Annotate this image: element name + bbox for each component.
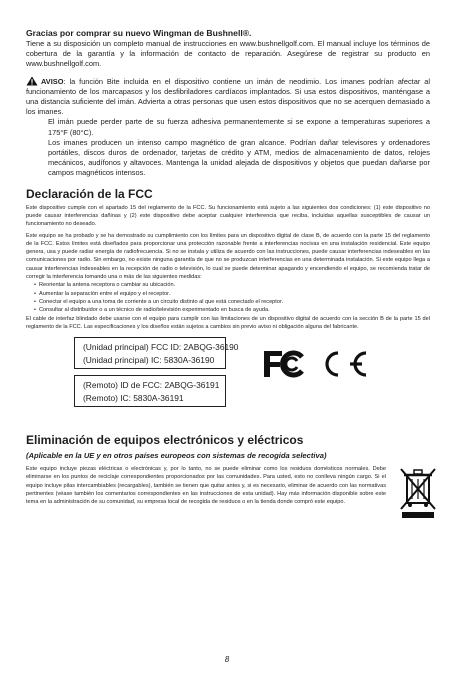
weee-section [26,465,430,506]
page-number: 8 [224,655,230,664]
fcc-paragraph-2: Este equipo se ha probado y se ha demostrado su cumplimiento con los límites para un dispositivo digital de clase B, de acuerdo con la parte 15 del reglamento de la FCC. Estos límites está diseñados para proporcionar una protección razonable frente a interferencias nocivas en una instalación residencial. Este equipo genera, usa y puede radiar energía de radiofrecuencia. Si no se instala y utiliza de acuerdo con las instrucciones, puede causar interferencias indeseables en las comunicaciones por radio. Sin embargo, no existe ninguna garantía de que no se produzcan interferencias en una determinada instalación. Si este equipo llega a causar interferencias indeseables en la recepción de radio o televisión, lo cual se puede determinar apagando y encendiendo el equipo, se recomienda tratar de corregir la interferencia tomando una o más de las siguientes medidas: [26,232,430,281]
fcc-ce-logo [262,349,372,379]
list-item: • Aumentar la separación entre el equipo y el receptor. [34,290,430,298]
fcc-paragraph-3: El cable de interfaz blindado debe usarse con el equipo para cumplir con las limitaciones de un dispositivo digital de acuerdo con la sección B de la parte 15 del reglamento de la FCC. Las especificaciones y los diseños están sujetos a cambios sin previo aviso ni obligación alguna del fabricante. [26,315,430,330]
list-item: • Conectar el equipo a una toma de corriente a un circuito distinto al que está conectado el receptor. [34,298,430,306]
compliance-marks [262,349,372,384]
fcc-logo-icon [264,351,302,377]
main-unit-id-box [74,337,239,369]
fcc-paragraph-1: Este dispositivo cumple con el apartado 15 del reglamento de la FCC. Su funcionamiento está sujeto a las siguientes dos condiciones: (1) este dispositivo no puede causar interferencias dañinas y (2) este dispositivo debe aceptar cualquier interferencia que reciba, incluidas aquellas susceptibles de causar un funcionamiento no deseado. [26,204,430,228]
crossed-out-bin-icon [398,467,438,519]
main-unit-ic: (Unidad principal) IC: 5830A-36190 [83,354,215,365]
certification-ids [26,337,430,431]
main-unit-fcc-id: (Unidad principal) FCC ID: 2ABQG-36190 [83,342,239,353]
fcc-measures-list [26,281,430,314]
intro-title: Gracias por comprar su nuevo Wingman de Bushnell®. [26,28,252,38]
remote-ic: (Remoto) IC: 5830A-36191 [83,392,184,403]
remote-id-box [74,375,226,407]
magnet-warning [26,76,430,118]
warning-label: AVISO [41,76,64,86]
list-item: • Consultar al distribuidor o a un técnico de radio/televisión experimentado en busca de ayuda. [34,306,430,314]
list-item: • Reorientar la antena receptora o cambiar su ubicación. [34,281,430,289]
warning-text: : la función Bite incluida en el dispositivo contiene un imán de neodimio. Los imanes podrían afectar al funcionamiento de los marcapasos y los desfibriladores cardíacos implantados. Si usa estos dispositivos, manténgase a una distancia suficiente del imán. Advierta a otras personas que usen estos dispositivos que no se acerquen demasiado a los imanes. [26,76,430,117]
ce-logo-icon [327,353,366,375]
magnet-field-note: Los imanes producen un intenso campo magnético de gran alcance. Podrían dañar televisores y ordenadores portátiles, discos duros de ordenador, tarjetas de crédito y ATM, medios de almacenamiento de datos, relojes mecánicos, audífonos y altavoces. Mantenga la unidad alejada de dispositivos y objetos que puedan dañarse por campos magnéticos intensos. [48,137,430,178]
warning-triangle-icon [26,76,38,86]
intro-paragraph: Tiene a su disposición un completo manual de instrucciones en www.bushnellgolf.com. El manual incluye los términos de cobertura de la garantía y la información de contacto de reparación. Asegúrese de registrar su producto en www.bushnellgolf.com. [26,39,430,69]
fcc-heading: Declaración de la FCC [26,186,153,201]
magnet-temperature-note: El imán puede perder parte de su fuerza adhesiva permanentemente si se expone a temperaturas superiores a 175°F (80°C). [48,117,430,137]
remote-fcc-id: (Remoto) ID de FCC: 2ABQG-36191 [83,380,220,391]
weee-subheading: (Aplicable en la UE y en otros países europeos con sistemas de recogida selectiva) [26,451,327,461]
weee-paragraph: Este equipo incluye piezas eléctricas o electrónicas y, por lo tanto, no se puede eliminar como los residuos domésticos normales. Debe eliminarse en los puntos de reciclaje correspondientes proporcionados por las comunidades. Para usted, esto no conlleva ningún cargo. Si el equipo incluye pilas intercambiables (recargables), también se tienen que quitar antes y, si es necesario, eliminar de acuerdo con las normativas pertinentes (véase también los comentarios correspondientes en las instrucciones de esta unidad). Hay más información disponible sobre este tema en la administración de su comunidad, su empresa local de recogida de residuos o en la tienda donde compró este equipo. [26,466,386,506]
weee-heading: Eliminación de equipos electrónicos y eléctricos [26,433,304,448]
